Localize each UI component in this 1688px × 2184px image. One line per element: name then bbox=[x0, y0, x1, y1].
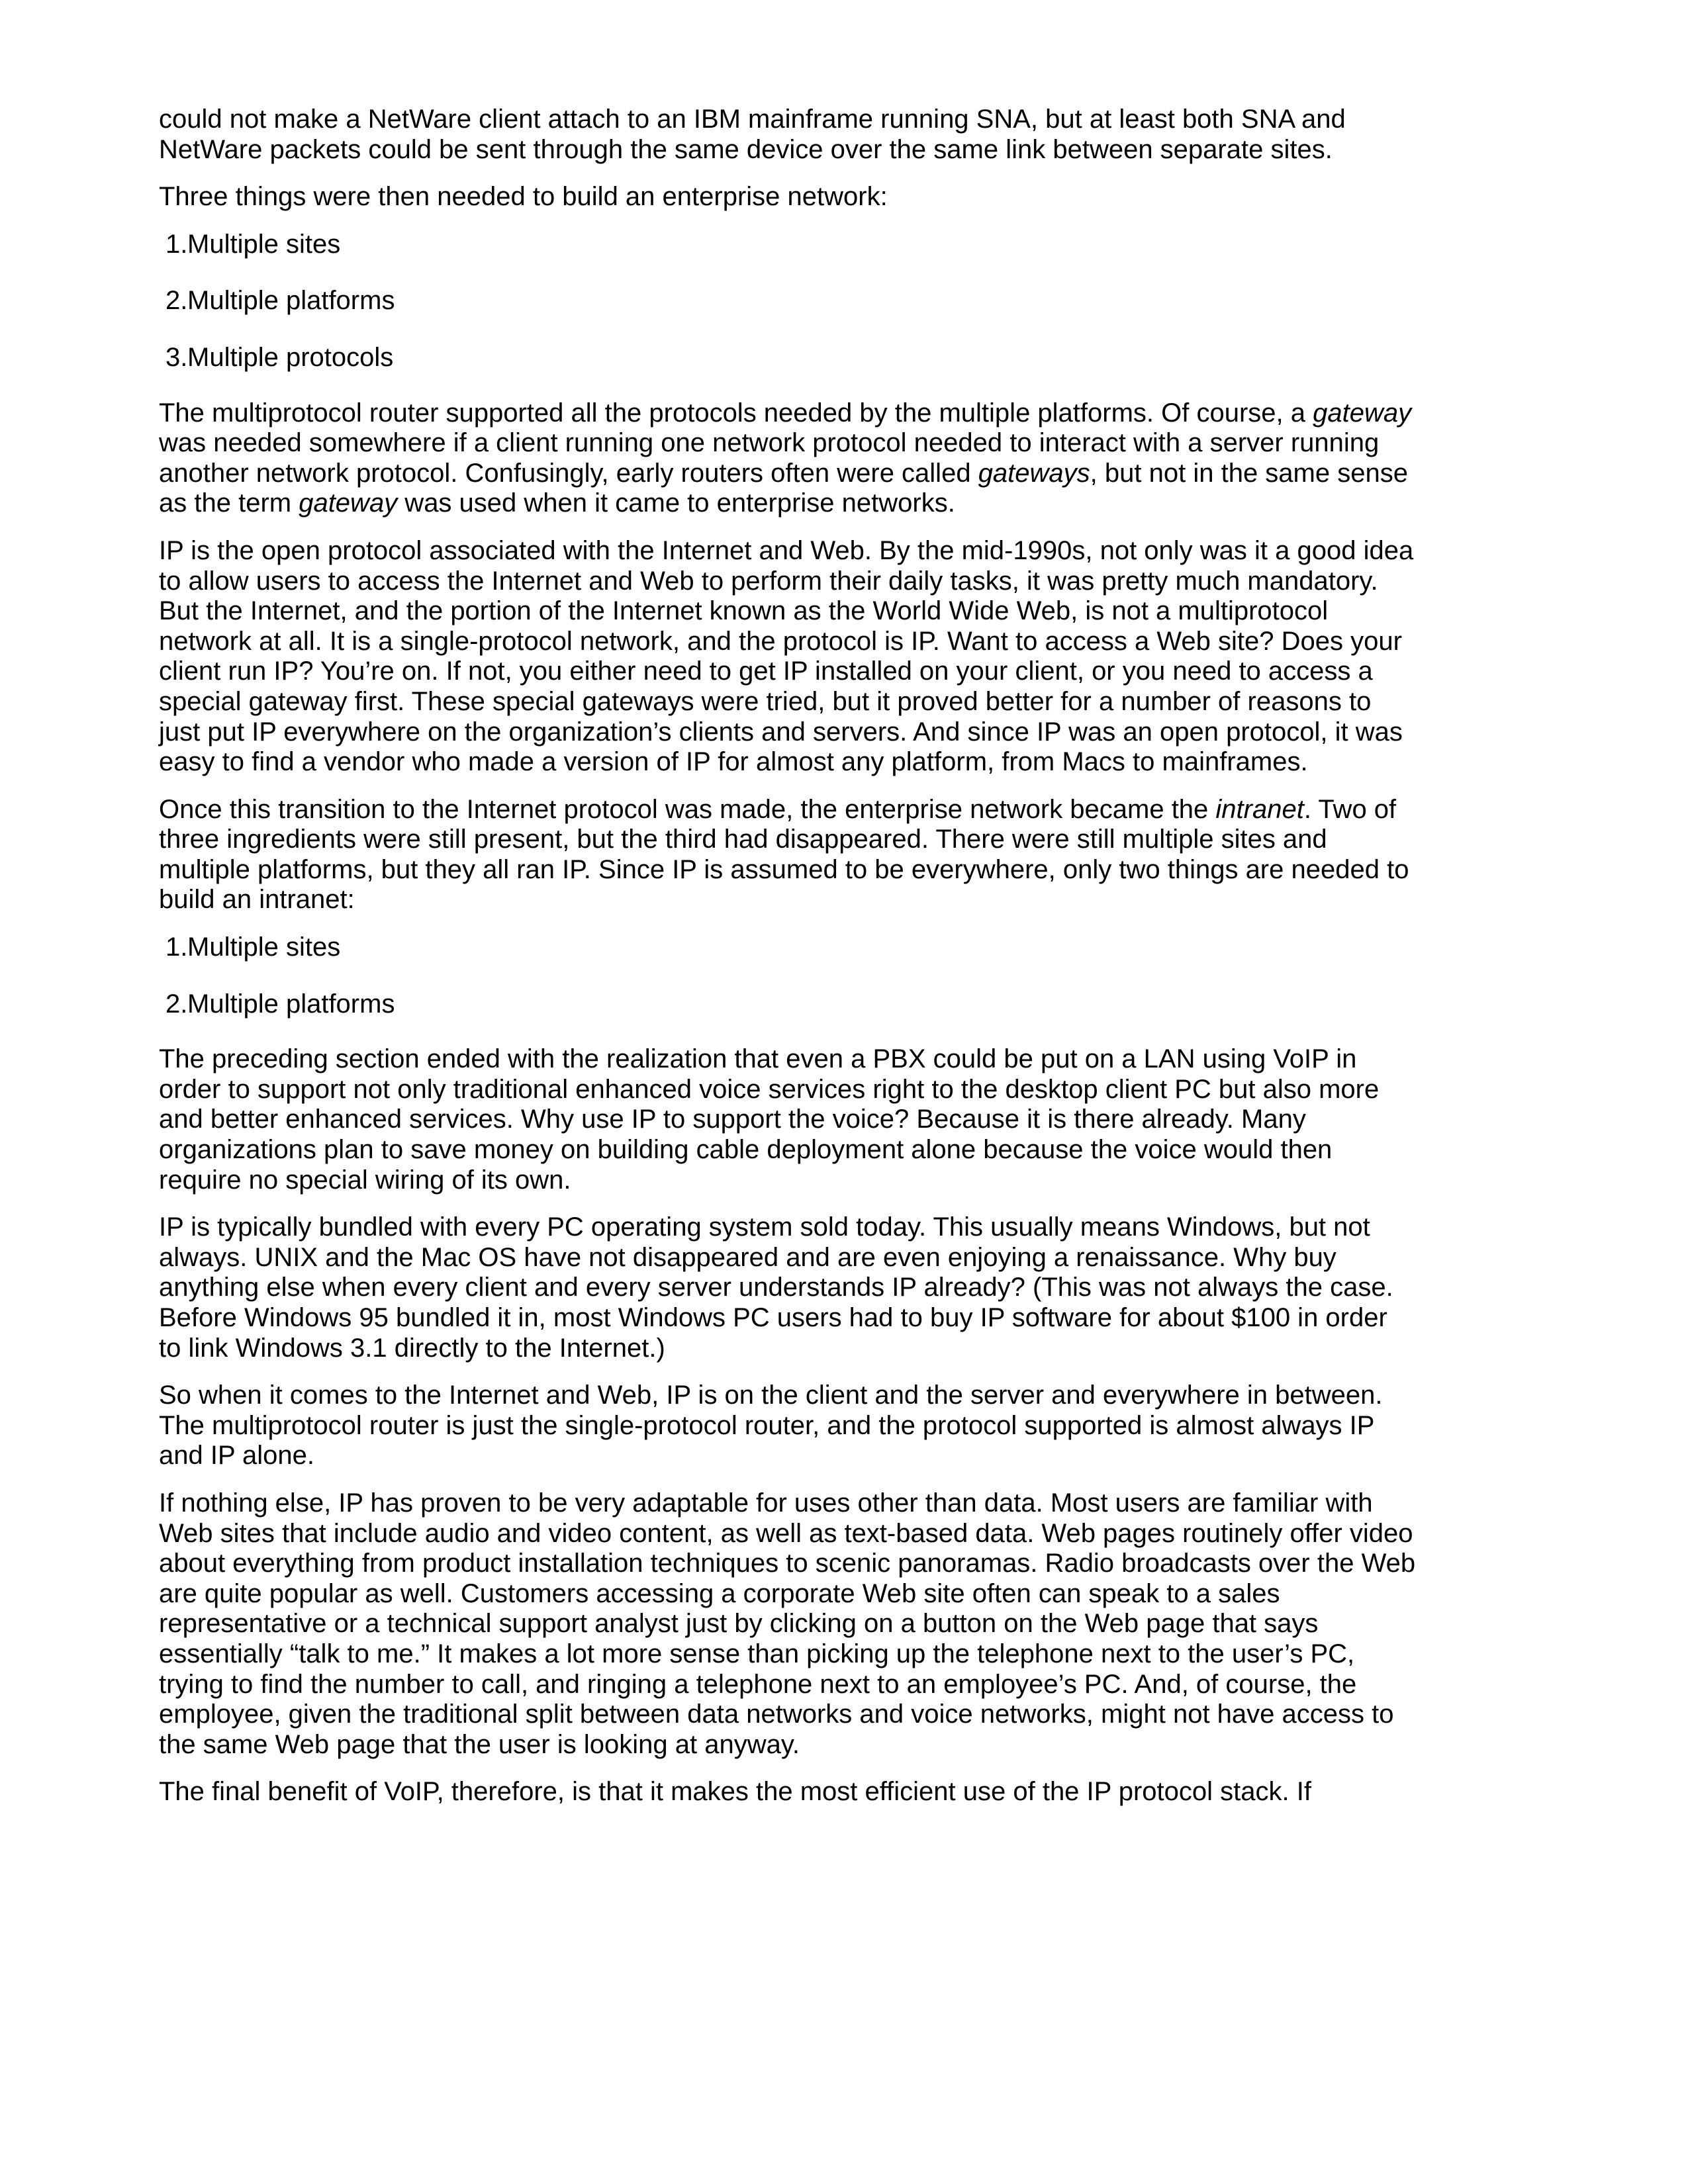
paragraph: If nothing else, IP has proven to be very adaptable for uses other than data. Most users are familiar with Web sites that include audio and video content, as well as text-based data. Web pages routinely offer video about everything from product installation techniques to scenic panoramas. Radio broadcasts over the Web are quite popular as well. Customers accessing a corporate Web site often can speak to a sales representative or a technical support analyst just by clicking on a button on the Web page that says essentially “talk to me.” It makes a lot more sense than picking up the telephone next to the user’s PC, trying to find the number to call, and ringing a telephone next to an employee’s PC. And, of course, the employee, given the traditional split between data networks and voice networks, might not have access to the same Web page that the user is looking at anyway. bbox=[159, 1488, 1416, 1759]
paragraph: Three things were then needed to build an enterprise network: bbox=[159, 182, 888, 212]
list-item bbox=[159, 343, 1417, 373]
list-item bbox=[159, 989, 1417, 1020]
text-run: , but not in the same sense as the term bbox=[159, 458, 1408, 518]
emphasis-text: intranet bbox=[1215, 794, 1304, 824]
paragraph: So when it comes to the Internet and Web, IP is on the client and the server and everywhere in between. The multiprotocol router is just the single-protocol router, and the protocol supported is almost always IP and IP alone. bbox=[159, 1381, 1383, 1471]
emphasis-text: gateway bbox=[1313, 398, 1412, 428]
paragraph bbox=[159, 398, 1417, 519]
list-item-number: 2. bbox=[165, 286, 188, 316]
list-item-text: Multiple sites bbox=[187, 933, 341, 962]
document-page bbox=[159, 105, 1417, 1825]
text-run: was needed somewhere if a client running one network protocol needed to interact with a server running another network protocol. Confusingly, early routers often were called bbox=[159, 428, 1380, 488]
list-item-text: Multiple platforms bbox=[187, 989, 395, 1019]
emphasis-text: gateway bbox=[299, 488, 398, 518]
paragraph: The final benefit of VoIP, therefore, is that it makes the most efficient use of the IP protocol stack. If bbox=[159, 1777, 1311, 1807]
intranet-requirements-list bbox=[159, 933, 1417, 1019]
paragraph: could not make a NetWare client attach to an IBM mainframe running SNA, but at least both SNA and NetWare packets could be sent through the same device over the same link between separate sites. bbox=[159, 105, 1346, 164]
list-item-number: 1. bbox=[165, 229, 188, 259]
paragraph: IP is typically bundled with every PC operating system sold today. This usually means Windows, but not always. UNIX and the Mac OS have not disappeared and are even enjoying a renaissance. Why buy anything else when every client and every server understands IP already? (This was not always the case. Before Windows 95 bundled it in, most Windows PC users had to buy IP software for about $100 in order to link Windows 3.1 directly to the Internet.) bbox=[159, 1212, 1393, 1363]
paragraph: The preceding section ended with the realization that even a PBX could be put on a LAN using VoIP in order to support not only traditional enhanced voice services right to the desktop client PC but also more and better enhanced services. Why use IP to support the voice? Because it is there already. Many organizations plan to save money on building cable deployment alone because the voice would then require no special wiring of its own. bbox=[159, 1044, 1380, 1195]
emphasis-text: gateways bbox=[978, 458, 1090, 488]
text-run: The multiprotocol router supported all the protocols needed by the multiple platforms. Of course, a bbox=[159, 398, 1313, 428]
enterprise-requirements-list bbox=[159, 230, 1417, 373]
list-item bbox=[159, 933, 1417, 963]
paragraph bbox=[159, 795, 1417, 915]
list-item-text: Multiple protocols bbox=[187, 342, 394, 372]
list-item-number: 1. bbox=[165, 933, 188, 962]
list-item bbox=[159, 286, 1417, 316]
list-item-number: 2. bbox=[165, 989, 188, 1019]
list-item-text: Multiple sites bbox=[187, 229, 341, 259]
paragraph: IP is the open protocol associated with the Internet and Web. By the mid-1990s, not only was it a good idea to allow users to access the Internet and Web to perform their daily tasks, it was pretty much mandatory. But the Internet, and the portion of the Internet known as the World Wide Web, is not a multiprotocol network at all. It is a single-protocol network, and the protocol is IP. Want to access a Web site? Does your client run IP? You’re on. If not, you either need to get IP installed on your client, or you need to access a special gateway first. These special gateways were tried, but it proved better for a number of reasons to just put IP everywhere on the organization’s clients and servers. And since IP was an open protocol, it was easy to find a vendor who made a version of IP for almost any platform, from Macs to mainframes. bbox=[159, 535, 1414, 777]
text-run: was used when it came to enterprise networks. bbox=[397, 488, 955, 518]
list-item-text: Multiple platforms bbox=[187, 286, 395, 316]
list-item bbox=[159, 230, 1417, 260]
text-run: . Two of three ingredients were still present, but the third had disappeared. There were still multiple sites and multiple platforms, but they all ran IP. Since IP is assumed to be everywhere, only two things are needed to build an intranet: bbox=[159, 794, 1409, 915]
list-item-number: 3. bbox=[165, 342, 188, 372]
text-run: Once this transition to the Internet protocol was made, the enterprise network became the bbox=[159, 794, 1216, 824]
